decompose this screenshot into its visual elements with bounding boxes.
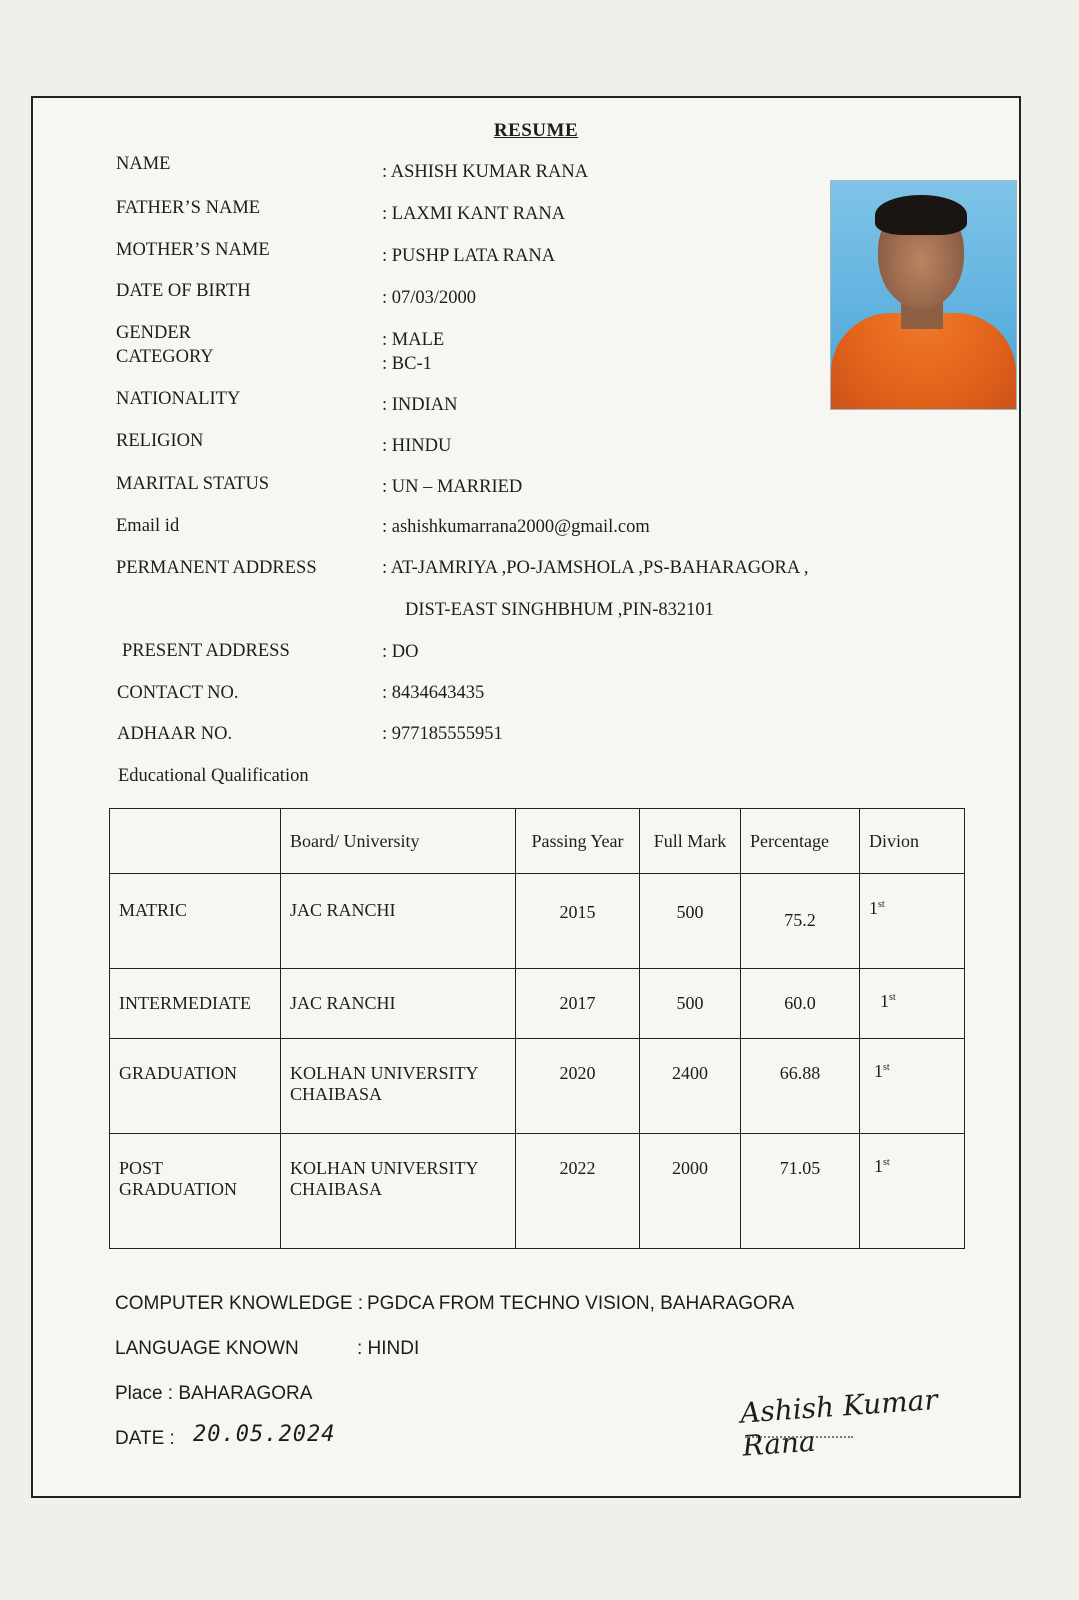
header-cell: Board/ University (281, 809, 516, 874)
year-cell: 2022 (516, 1134, 640, 1249)
board-cell: JAC RANCHI (281, 969, 516, 1039)
header-cell: Passing Year (516, 809, 640, 874)
percentage-cell: 60.0 (741, 969, 860, 1039)
year-cell: 2015 (516, 874, 640, 969)
course-cell: POST GRADUATION (110, 1134, 281, 1249)
name-value: : ASHISH KUMAR RANA (382, 162, 589, 182)
permanent-address-line1: : AT-JAMRIYA ,PO-JAMSHOLA ,PS-BAHARAGORA , (382, 558, 809, 578)
resume-page (31, 96, 1021, 1498)
board-cell: JAC RANCHI (281, 874, 516, 969)
religion-label: RELIGION (116, 431, 204, 451)
board-cell: KOLHAN UNIVERSITY CHAIBASA (281, 1039, 516, 1134)
mother-name-value: : PUSHP LATA RANA (382, 246, 556, 266)
table-row (110, 1039, 965, 1134)
percentage-cell: 75.2 (741, 874, 860, 969)
computer-knowledge-value: PGDCA FROM TECHNO VISION, BAHARAGORA (367, 1293, 795, 1314)
header-cell: Percentage (741, 809, 860, 874)
nationality-label: NATIONALITY (116, 389, 241, 409)
permanent-address-label: PERMANENT ADDRESS (116, 558, 317, 578)
email-value: : ashishkumarrana2000@gmail.com (382, 517, 650, 537)
category-value: : BC-1 (382, 354, 432, 374)
page-title: RESUME (493, 120, 579, 141)
contact-value: : 8434643435 (382, 683, 485, 703)
percentage-cell: 66.88 (741, 1039, 860, 1134)
date-label: DATE : (115, 1428, 175, 1449)
place-text: Place : BAHARAGORA (115, 1383, 313, 1404)
table-row (110, 969, 965, 1039)
name-label: NAME (116, 154, 171, 174)
date-value: 20.05.2024 (193, 1422, 336, 1447)
table-row (110, 1134, 965, 1249)
division-cell: 1st (860, 1039, 965, 1134)
year-cell: 2020 (516, 1039, 640, 1134)
computer-knowledge-label: COMPUTER KNOWLEDGE : (115, 1293, 364, 1314)
table-row (110, 874, 965, 969)
percentage-cell: 71.05 (741, 1134, 860, 1249)
year-cell: 2017 (516, 969, 640, 1039)
email-label: Email id (116, 516, 180, 536)
father-name-label: FATHER’S NAME (116, 198, 261, 218)
course-cell: INTERMEDIATE (110, 969, 281, 1039)
dob-label: DATE OF BIRTH (116, 281, 251, 301)
division-cell: 1st (860, 1134, 965, 1249)
full-mark-cell: 500 (640, 874, 741, 969)
division-cell: 1st (860, 969, 965, 1039)
contact-label: CONTACT NO. (117, 683, 239, 703)
course-cell: GRADUATION (110, 1039, 281, 1134)
header-cell (110, 809, 281, 874)
education-heading: Educational Qualification (118, 766, 309, 786)
signature: Ashish Kumar Rana (739, 1382, 939, 1463)
profile-photo (830, 180, 1017, 410)
category-label: CATEGORY (116, 347, 214, 367)
table-header-row (110, 809, 965, 874)
course-cell: MATRIC (110, 874, 281, 969)
full-mark-cell: 2000 (640, 1134, 741, 1249)
signature-underline (745, 1428, 853, 1438)
division-cell: 1st (860, 874, 965, 969)
adhaar-label: ADHAAR NO. (117, 724, 233, 744)
gender-value: : MALE (382, 330, 445, 350)
present-address-label: PRESENT ADDRESS (122, 641, 290, 661)
religion-value: : HINDU (382, 436, 452, 456)
father-name-value: : LAXMI KANT RANA (382, 204, 566, 224)
language-value: : HINDI (357, 1338, 420, 1359)
gender-label: GENDER (116, 323, 192, 343)
dob-value: : 07/03/2000 (382, 288, 477, 308)
board-cell: KOLHAN UNIVERSITY CHAIBASA (281, 1134, 516, 1249)
full-mark-cell: 2400 (640, 1039, 741, 1134)
marital-status-value: : UN – MARRIED (382, 477, 523, 497)
header-cell: Full Mark (640, 809, 741, 874)
permanent-address-line2: DIST-EAST SINGHBHUM ,PIN-832101 (405, 600, 714, 620)
mother-name-label: MOTHER’S NAME (116, 240, 270, 260)
marital-status-label: MARITAL STATUS (116, 474, 270, 494)
present-address-value: : DO (382, 642, 419, 662)
full-mark-cell: 500 (640, 969, 741, 1039)
education-table (109, 808, 965, 1249)
header-cell: Divion (860, 809, 965, 874)
language-label: LANGUAGE KNOWN (115, 1338, 299, 1359)
adhaar-value: : 977185555951 (382, 724, 503, 744)
nationality-value: : INDIAN (382, 395, 458, 415)
